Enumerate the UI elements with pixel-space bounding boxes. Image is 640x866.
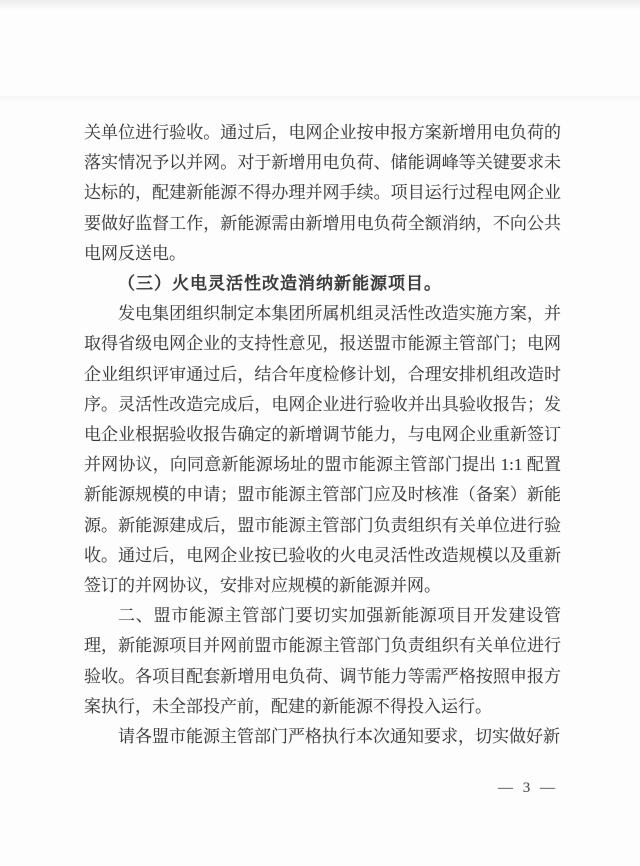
paragraph-continued: 关单位进行验收。通过后，电网企业按申报方案新增用电负荷的落实情况予以并网。对于新增用电负荷、储能调峰等关键要求未达标的，配建新能源不得办理并网手续。项目运行过程电网企业要做好监督工作，新能源需由新增用电负荷全额消纳，不向公共电网反送电。 <box>84 123 561 263</box>
paragraph: 请各盟市能源主管部门严格执行本次通知要求，切实做好新 <box>118 727 560 747</box>
section-heading: （三）火电灵活性改造消纳新能源项目。 <box>118 274 442 294</box>
page-number: — 3 — <box>498 780 558 796</box>
paragraph: 二、盟市能源主管部门要切实加强新能源项目开发建设管理，新能源项目并网前盟市能源主管部门负责组织有关单位进行验收。各项目配套新增用电负荷、调节能力等需严格按照申报方案执行，未全部投产前，配建的新能源不得投入运行。 <box>84 606 561 716</box>
scan-artifact-top <box>0 0 640 10</box>
document-body <box>84 118 561 752</box>
paragraph: 发电集团组织制定本集团所属机组灵活性改造实施方案，并取得省级电网企业的支持性意见，报送盟市能源主管部门；电网企业组织评审通过后，结合年度检修计划，合理安排机组改造时序。灵活性改造完成后，电网企业进行验收并出具验收报告；发电企业根据验收报告确定的新增调节能力，与电网企业重新签订并网协议，向同意新能源场址的盟市能源主管部门提出 1:1 配置新能源规模的申请；盟市能源主管部门应及时核准（备案）新能源。新能源建成后，盟市能源主管部门负责组织有关单位进行验收。通过后，电网企业按已验收的火电灵活性改造规模以及重新签订的并网协议，安排对应规模的新能源并网。 <box>84 304 561 596</box>
scan-artifact-streak <box>0 96 640 102</box>
